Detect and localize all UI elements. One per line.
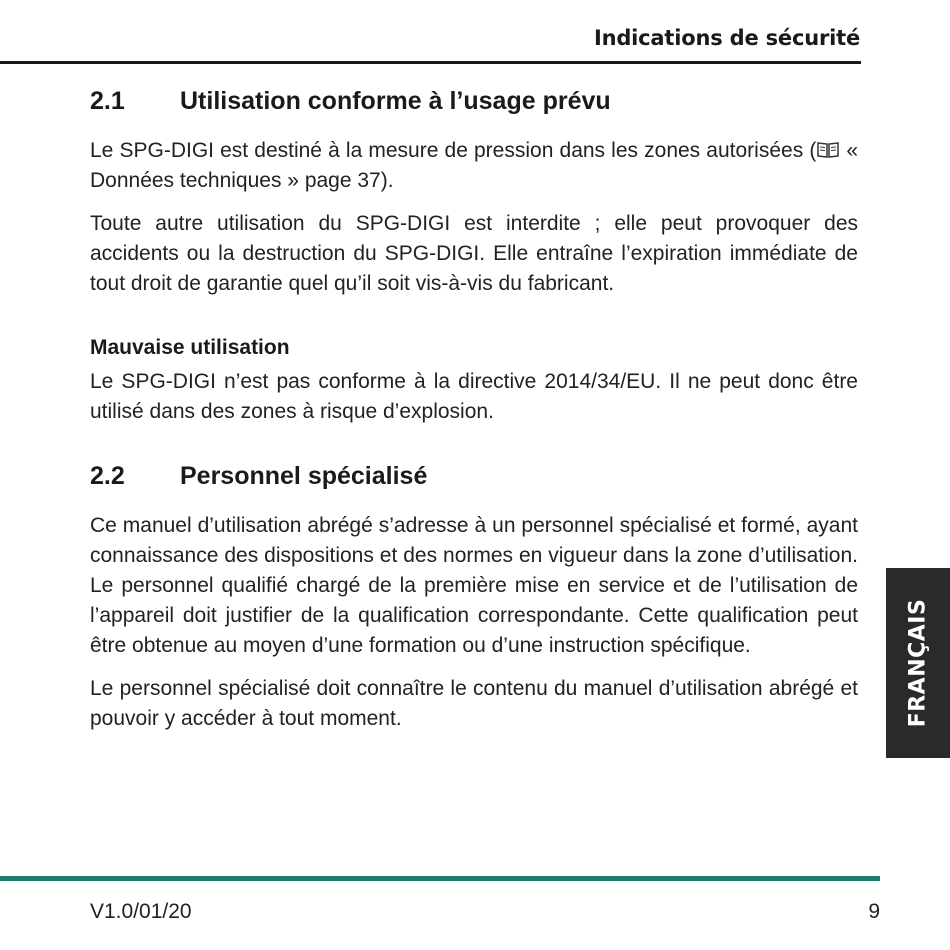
paragraph-intended-use	[90, 136, 858, 196]
section-title: Utilisation conforme à l’usage prévu	[180, 87, 611, 115]
running-header-title: Indications de sécurité	[593, 26, 860, 50]
paragraph-atex: Le SPG-DIGI n’est pas conforme à la directive 2014/34/EU. Il ne peut donc être utilisé dans des zones à risque d’explosion.	[90, 370, 858, 423]
open-book-icon	[816, 138, 840, 156]
section-number: 2.2	[90, 462, 125, 490]
language-label: FRANÇAIS	[905, 598, 931, 728]
reference-link-text: « Données techniques » page 37).	[90, 139, 858, 192]
document-version: V1.0/01/20	[90, 900, 192, 923]
paragraph-personnel: Ce manuel d’utilisation abrégé s’adresse à un personnel spécialisé et formé, ayant connaissance des dispositions et des normes en vigueur dans la zone d’utilisation. Le personnel qualifié chargé de la première mise en service et de l’utilisation de l’appareil doit justifier de la qualification correspondante. Cette qualification peut être obtenue au moyen d’une formation ou d’une instruction spécifique.	[90, 514, 858, 657]
footer-rule	[0, 876, 880, 881]
page-number: 9	[868, 900, 880, 923]
paragraph-personnel-access: Le personnel spécialisé doit connaître le contenu du manuel d’utilisation abrégé et pouvoir y accéder à tout moment.	[90, 677, 858, 730]
section-title: Personnel spécialisé	[180, 462, 428, 490]
page-content	[90, 84, 858, 747]
subheading-misuse: Mauvaise utilisation	[90, 336, 290, 359]
section-number: 2.1	[90, 87, 125, 115]
header-rule	[0, 61, 861, 64]
section-2-1-heading	[90, 84, 858, 118]
section-2-2-heading	[90, 459, 858, 493]
paragraph-misuse-warning: Toute autre utilisation du SPG-DIGI est interdite ; elle peut provoquer des accidents ou la destruction du SPG-DIGI. Elle entraîne l’expiration immédiate de tout droit de garantie quel qu’il soit vis-à-vis du fabricant.	[90, 212, 858, 295]
language-side-tab	[886, 568, 950, 758]
paragraph-text: Le SPG-DIGI est destiné à la mesure de pression dans les zones autorisées (	[90, 139, 817, 162]
